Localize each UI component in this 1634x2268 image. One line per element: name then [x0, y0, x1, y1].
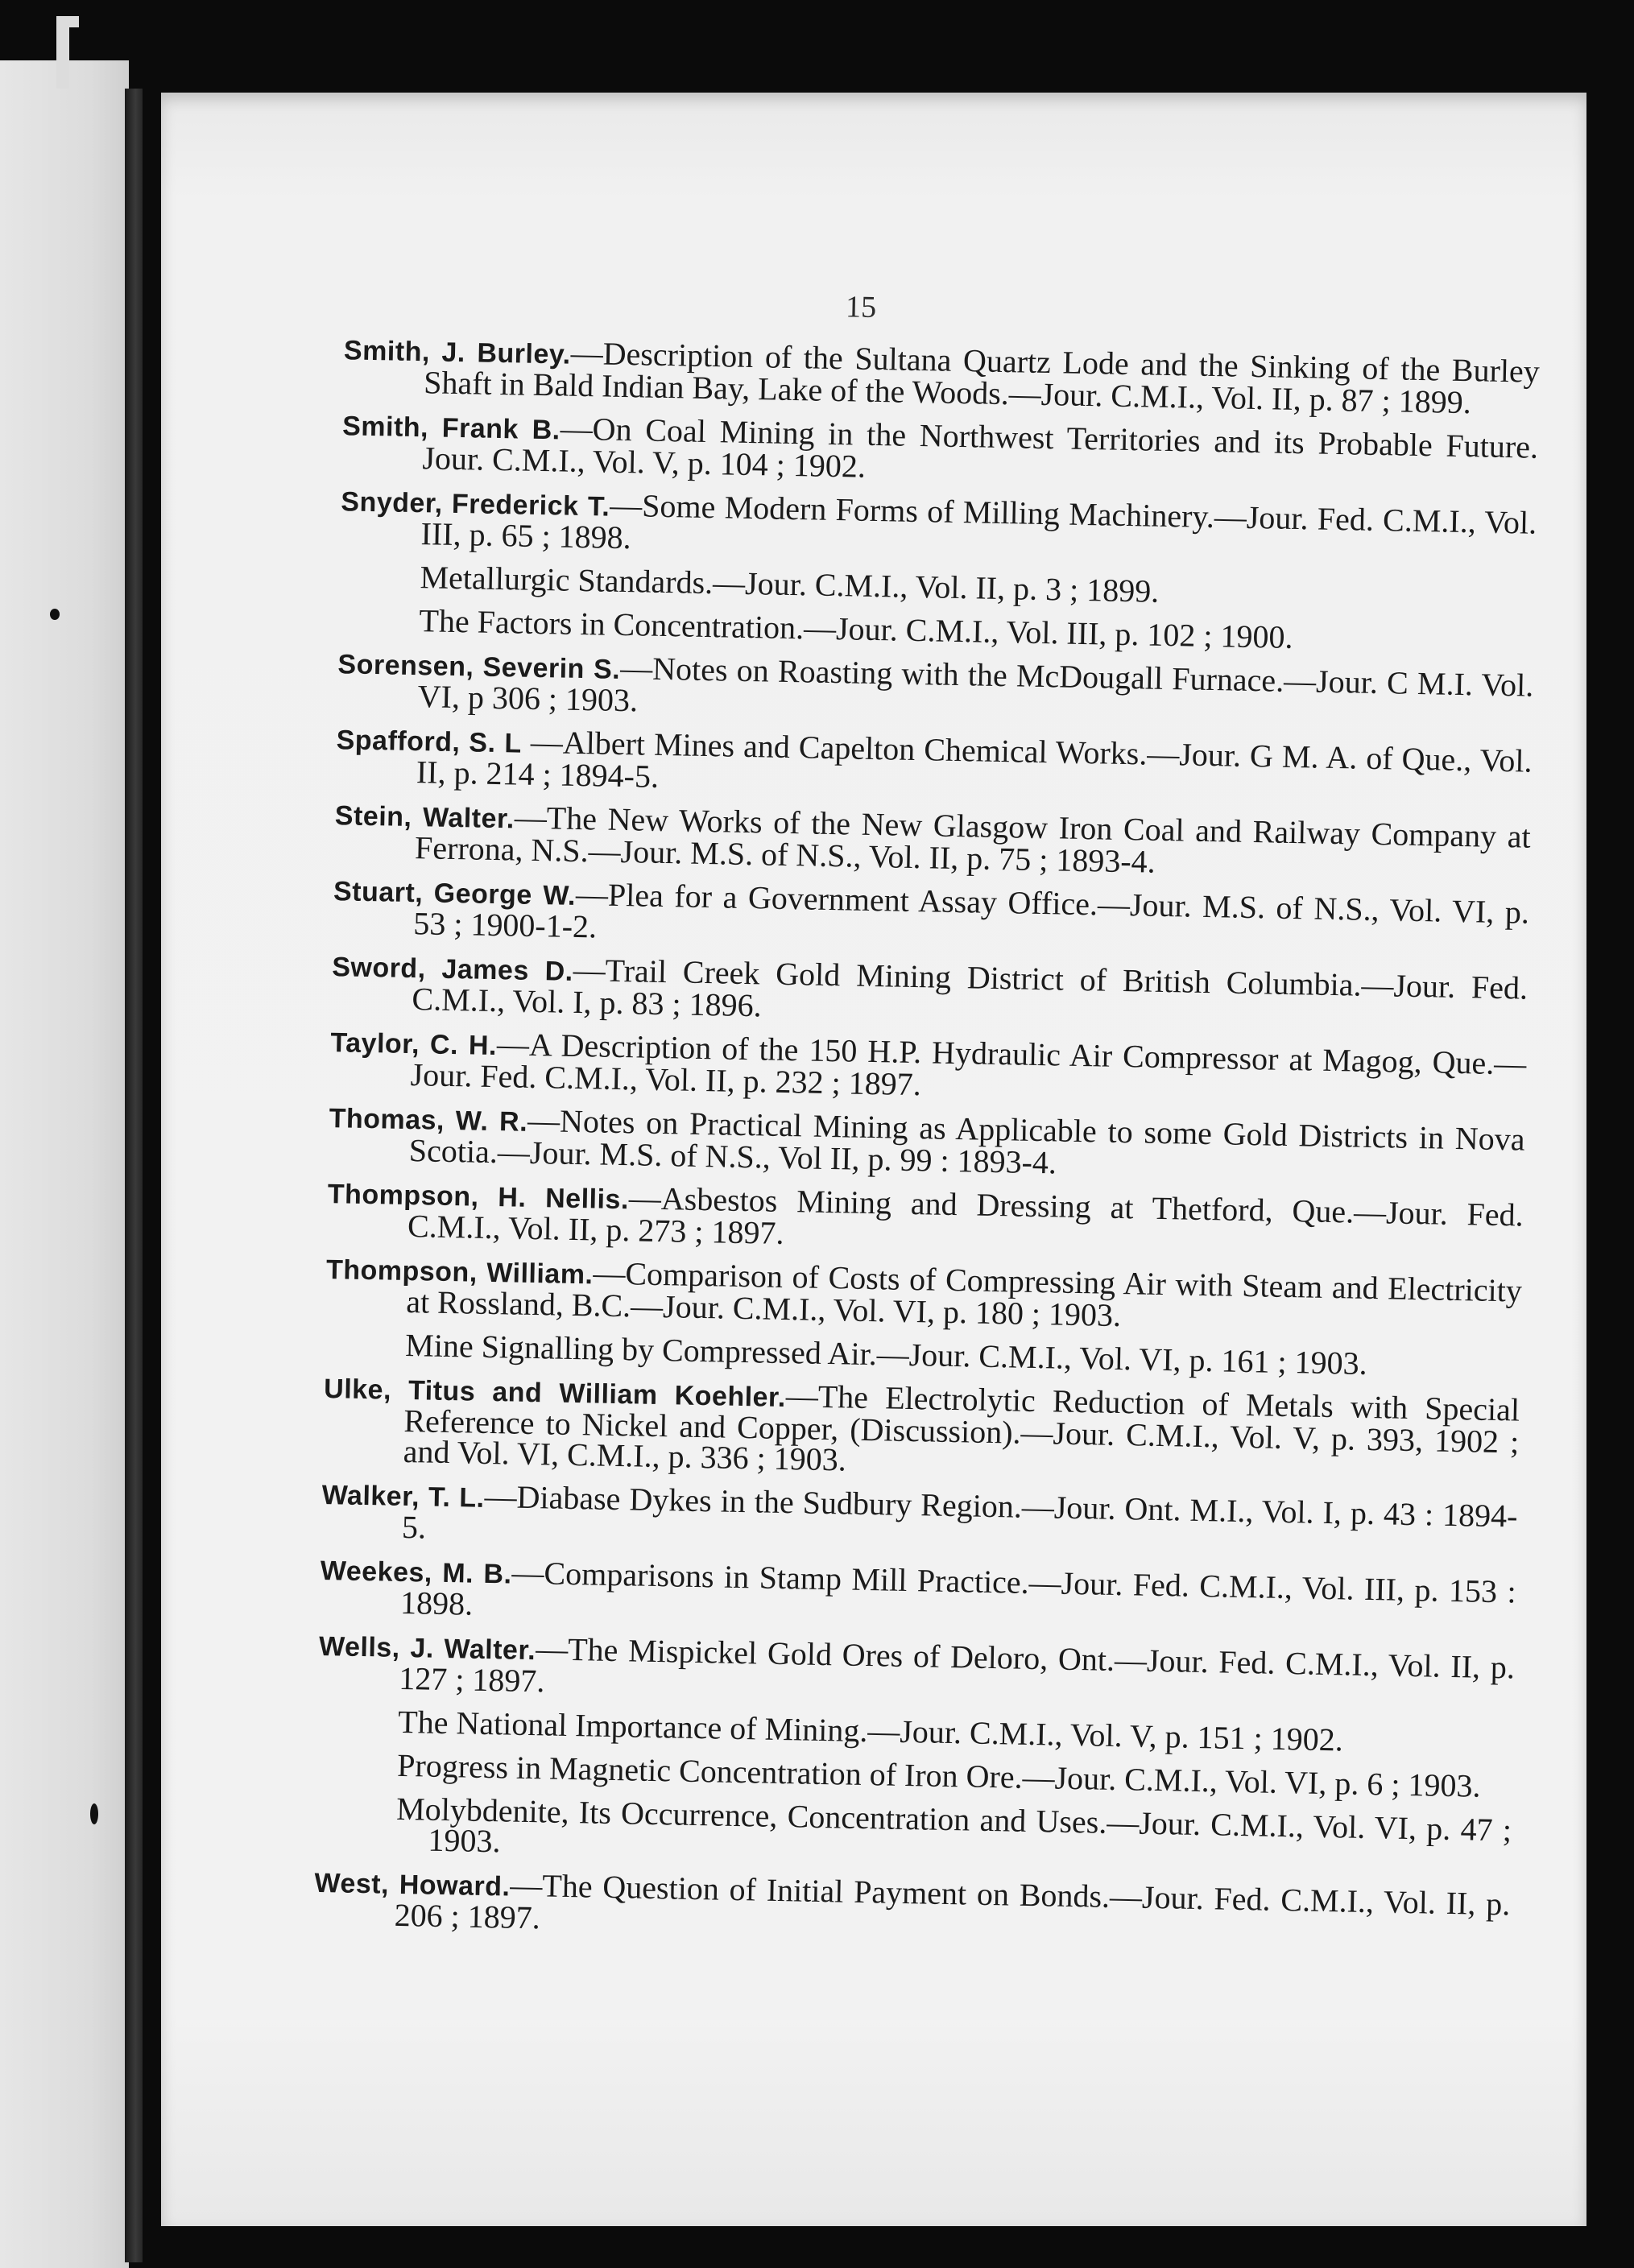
entry-author: Sword, James D.: [331, 952, 574, 987]
entry-text: —Diabase Dykes in the Sudbury Region.—Jour. Ont. M.I., Vol. I, p. 43 : 1894-5.: [401, 1477, 1518, 1546]
facing-page-edge: [0, 60, 129, 2268]
entry-author: Smith, J. Burley.: [343, 335, 572, 370]
entry-text: —The Electrolytic Reduction of Metals with Special Reference to Nickel and Copper, (Discussion).—Jour. C.M.I., Vol. V, p. 393, 1902 ; and Vol. VI, C.M.I., p. 336 ; 1903.: [403, 1378, 1520, 1478]
entry-author: Weekes, M. B.: [320, 1555, 512, 1590]
entry-text: —The Mispickel Gold Ores of Deloro, Ont.—Jour. Fed. C.M.I., Vol. II, p. 127 ; 1897.: [398, 1630, 1516, 1700]
entry-text: —On Coal Mining in the Northwest Territories and its Probable Future. Jour. C.M.I., Vol. V, p. 104 ; 1902.: [422, 410, 1539, 485]
entry-author: West, Howard.: [314, 1867, 511, 1902]
entry-text: —Asbestos Mining and Dressing at Thetford, Que.—Jour. Fed. C.M.I., Vol. II, p. 273 ; 1897.: [407, 1179, 1524, 1251]
entry-author: Walker, T. L.: [321, 1480, 485, 1514]
entry-text: —Notes on Practical Mining as Applicable to some Gold Districts in Nova Scotia.—Jour. M.S. of N.S., Vol II, p. 99 : 1893-4.: [408, 1101, 1525, 1181]
entry-author: Stein, Walter.: [334, 800, 515, 835]
page-number: 15: [845, 290, 877, 324]
bibliography-sub-entry: [338, 604, 1534, 658]
entry-text: —Trail Creek Gold Mining District of British Columbia.—Jour. Fed. C.M.I., Vol. I, p. 83 ; 1896.: [412, 951, 1529, 1024]
entry-text: —Description of the Sultana Quartz Lode and the Sinking of the Burley Shaft in Bald Indian Bay, Lake of the Woods.—Jour. C.M.I., Vol. II, p. 87 ; 1899.: [423, 334, 1541, 421]
entry-author: Sorensen, Severin S.: [337, 649, 621, 685]
entry-text: —A Description of the 150 H.P. Hydraulic Air Compressor at Magog, Que.—Jour. Fed. C.M.I., Vol. II, p. 232 ; 1897.: [410, 1026, 1527, 1103]
bibliography-entry: [333, 874, 1529, 960]
ink-speck: [90, 1803, 98, 1824]
entry-text: —The New Works of the New Glasgow Iron Coal and Railway Company at Ferrona, N.S.—Jour. M.S. of N.S., Vol. II, p. 75 ; 1893-4.: [414, 799, 1532, 880]
bibliography-sub-entry: [325, 1328, 1520, 1382]
bibliography-entry: [336, 723, 1533, 808]
entry-author: Thompson, William.: [325, 1254, 594, 1291]
bibliography-entry: [313, 1866, 1510, 1952]
entry-text: —Plea for a Government Assay Office.—Jour. M.S. of N.S., Vol. VI, p. 53 ; 1900-1-2.: [412, 875, 1530, 945]
entry-text: —Some Modern Forms of Milling Machinery.—Jour. Fed. C.M.I., Vol. III, p. 65 ; 1898.: [420, 486, 1537, 556]
entry-author: Stuart, George W.: [333, 876, 577, 911]
bibliography-entry: [341, 409, 1538, 494]
bibliography-entry: [340, 485, 1537, 570]
bibliography-entry: [331, 950, 1528, 1035]
sub-entry-text: The Factors in Concentration.—Jour. C.M.I., Vol. III, p. 102 ; 1900.: [419, 602, 1293, 655]
bibliography-entry: [320, 1554, 1516, 1639]
entry-author: Spafford, S. L: [336, 725, 523, 759]
entry-author: Taylor, C. H.: [330, 1027, 498, 1062]
bibliography-entry: [318, 1630, 1515, 1715]
entry-text: —Notes on Roasting with the McDougall Furnace.—Jour. C M.I. Vol. VI, p 306 ; 1903.: [417, 649, 1534, 719]
page-content: [133, 79, 1599, 2239]
sub-entry-text: Metallurgic Standards.—Jour. C.M.I., Vol. II, p. 3 ; 1899.: [420, 559, 1160, 609]
bibliography-entry: [322, 1372, 1520, 1488]
bibliography-entry: [327, 1177, 1524, 1262]
sub-entry-text: Progress in Magnetic Concentration of Iron Ore.—Jour. C.M.I., Vol. VI, p. 6 ; 1903.: [396, 1746, 1481, 1804]
bibliography-entry: [334, 799, 1531, 884]
entry-author: Snyder, Frederick T.: [341, 486, 610, 523]
entry-author: Wells, J. Walter.: [318, 1630, 536, 1667]
bibliography-entry: [321, 1478, 1518, 1564]
entry-text: —The Question of Initial Payment on Bonds.—Jour. Fed. C.M.I., Vol. II, p. 206 ; 1897.: [394, 1866, 1511, 1936]
bibliography-entry: [329, 1026, 1526, 1111]
bibliography-list: [313, 333, 1540, 1964]
sub-entry-text: Mine Signalling by Compressed Air.—Jour. C.M.I., Vol. VI, p. 161 ; 1903.: [404, 1326, 1368, 1382]
bibliography-entry: [343, 333, 1540, 419]
entry-text: —Albert Mines and Capelton Chemical Works.—Jour. G M. A. of Que., Vol. II, p. 214 ; 1894-5.: [416, 723, 1533, 795]
entry-author: Smith, Frank B.: [341, 411, 561, 446]
entry-text: —Comparison of Costs of Compressing Air with Steam and Electricity at Rossland, B.C.—Jour. C.M.I., Vol. VI, p. 180 ; 1903.: [405, 1254, 1523, 1334]
document-page: [161, 93, 1586, 2226]
ink-speck: [50, 609, 60, 620]
bibliography-entry: [329, 1101, 1525, 1187]
entry-text: —Comparisons in Stamp Mill Practice.—Jour. Fed. C.M.I., Vol. III, p. 153 : 1898.: [399, 1554, 1517, 1622]
sub-entry-text: The National Importance of Mining.—Jour. C.M.I., Vol. V, p. 151 ; 1902.: [397, 1703, 1344, 1758]
bibliography-entry: [337, 647, 1533, 733]
scan-corner-mark-tip: [66, 16, 79, 27]
entry-author: Ulke, Titus and William Koehler.: [323, 1374, 787, 1414]
bibliography-sub-entry: [315, 1792, 1512, 1876]
entry-author: Thomas, W. R.: [329, 1103, 528, 1138]
entry-author: Thompson, H. Nellis.: [327, 1179, 630, 1216]
bibliography-entry: [325, 1253, 1522, 1338]
sub-entry-text: Molybdenite, Its Occurrence, Concentration and Uses.—Jour. C.M.I., Vol. VI, p. 47 ; 1903.: [395, 1790, 1512, 1860]
